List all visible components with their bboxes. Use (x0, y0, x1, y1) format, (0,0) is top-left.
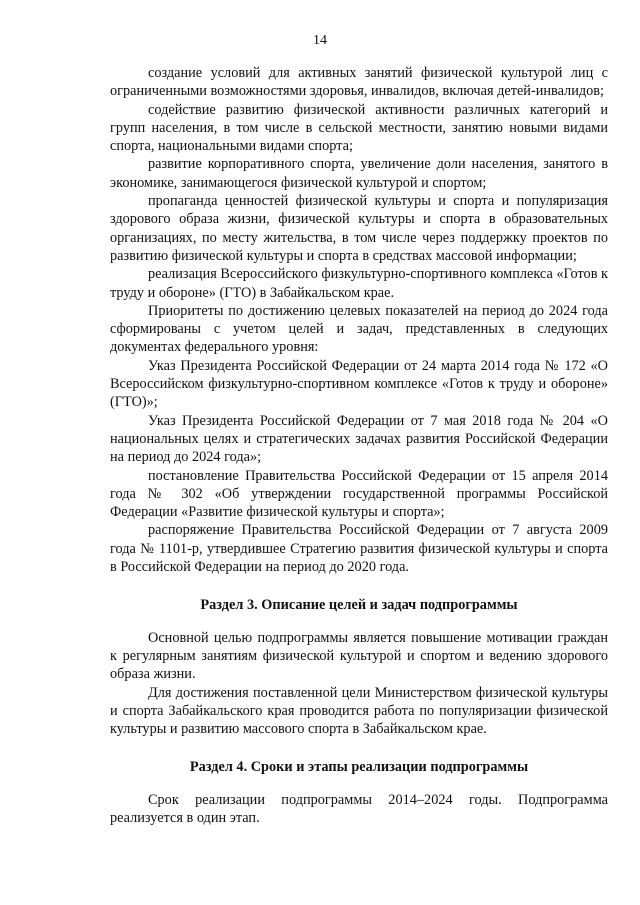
paragraph: Основной целью подпрограммы является повышение мотивации граждан к регулярным занятиям физической культурой и спортом и ведению здорового образа жизни. (110, 629, 608, 683)
paragraph: Указ Президента Российской Федерации от 24 марта 2014 года № 172 «О Всероссийском физкультурно-спортивном комплексе «Готов к труду и обороне» (ГТО)»; (110, 357, 608, 411)
paragraph: Срок реализации подпрограммы 2014–2024 годы. Подпрограмма реализуется в один этап. (110, 791, 608, 826)
paragraph: пропаганда ценностей физической культуры и спорта и популяризация здорового образа жизни, физической культуры и спорта в образовательных организациях, по месту жительства, в том числе через поддержку проектов по развитию физической культуры и спорта в средствах массовой информации; (110, 193, 608, 264)
section-3-heading: Раздел 3. Описание целей и задач подпрограммы (200, 597, 518, 614)
paragraph: Приоритеты по достижению целевых показателей на период до 2024 года сформированы с учетом целей и задач, представленных в следующих документах федерального уровня: (110, 302, 608, 356)
paragraph: создание условий для активных занятий физической культурой лиц с ограниченными возможностями здоровья, инвалидов, включая детей-инвалидов; (110, 65, 608, 100)
paragraph: постановление Правительства Российской Федерации от 15 апреля 2014 года № 302 «Об утверждении государственной программы Российской Федерации «Развитие физической культуры и спорта»; (110, 467, 608, 521)
paragraph: Указ Президента Российской Федерации от 7 мая 2018 года № 204 «О национальных целях и стратегических задачах развития Российской Федерации на период до 2024 года»; (110, 412, 608, 466)
document-body (110, 64, 608, 827)
section-4-heading: Раздел 4. Сроки и этапы реализации подпрограммы (189, 759, 529, 776)
page-number: 14 (313, 33, 327, 48)
paragraph: содействие развитию физической активности различных категорий и групп населения, в том числе в сельской местности, занятию новыми видами спорта, национальными видами спорта; (110, 101, 608, 155)
paragraph: распоряжение Правительства Российской Федерации от 7 августа 2009 года № 1101-р, утвердившее Стратегию развития физической культуры и спорта в Российской Федерации на период до 2020 года. (110, 522, 608, 576)
paragraph: реализация Всероссийского физкультурно-спортивного комплекса «Готов к труду и обороне» (ГТО) в Забайкальском крае. (110, 266, 608, 301)
paragraph: Для достижения поставленной цели Министерством физической культуры и спорта Забайкальского края проводится работа по популяризации физической культуры и развитию массового спорта в Забайкальском крае. (110, 684, 608, 738)
paragraph: развитие корпоративного спорта, увеличение доли населения, занятого в экономике, занимающегося физической культурой и спортом; (110, 156, 608, 191)
